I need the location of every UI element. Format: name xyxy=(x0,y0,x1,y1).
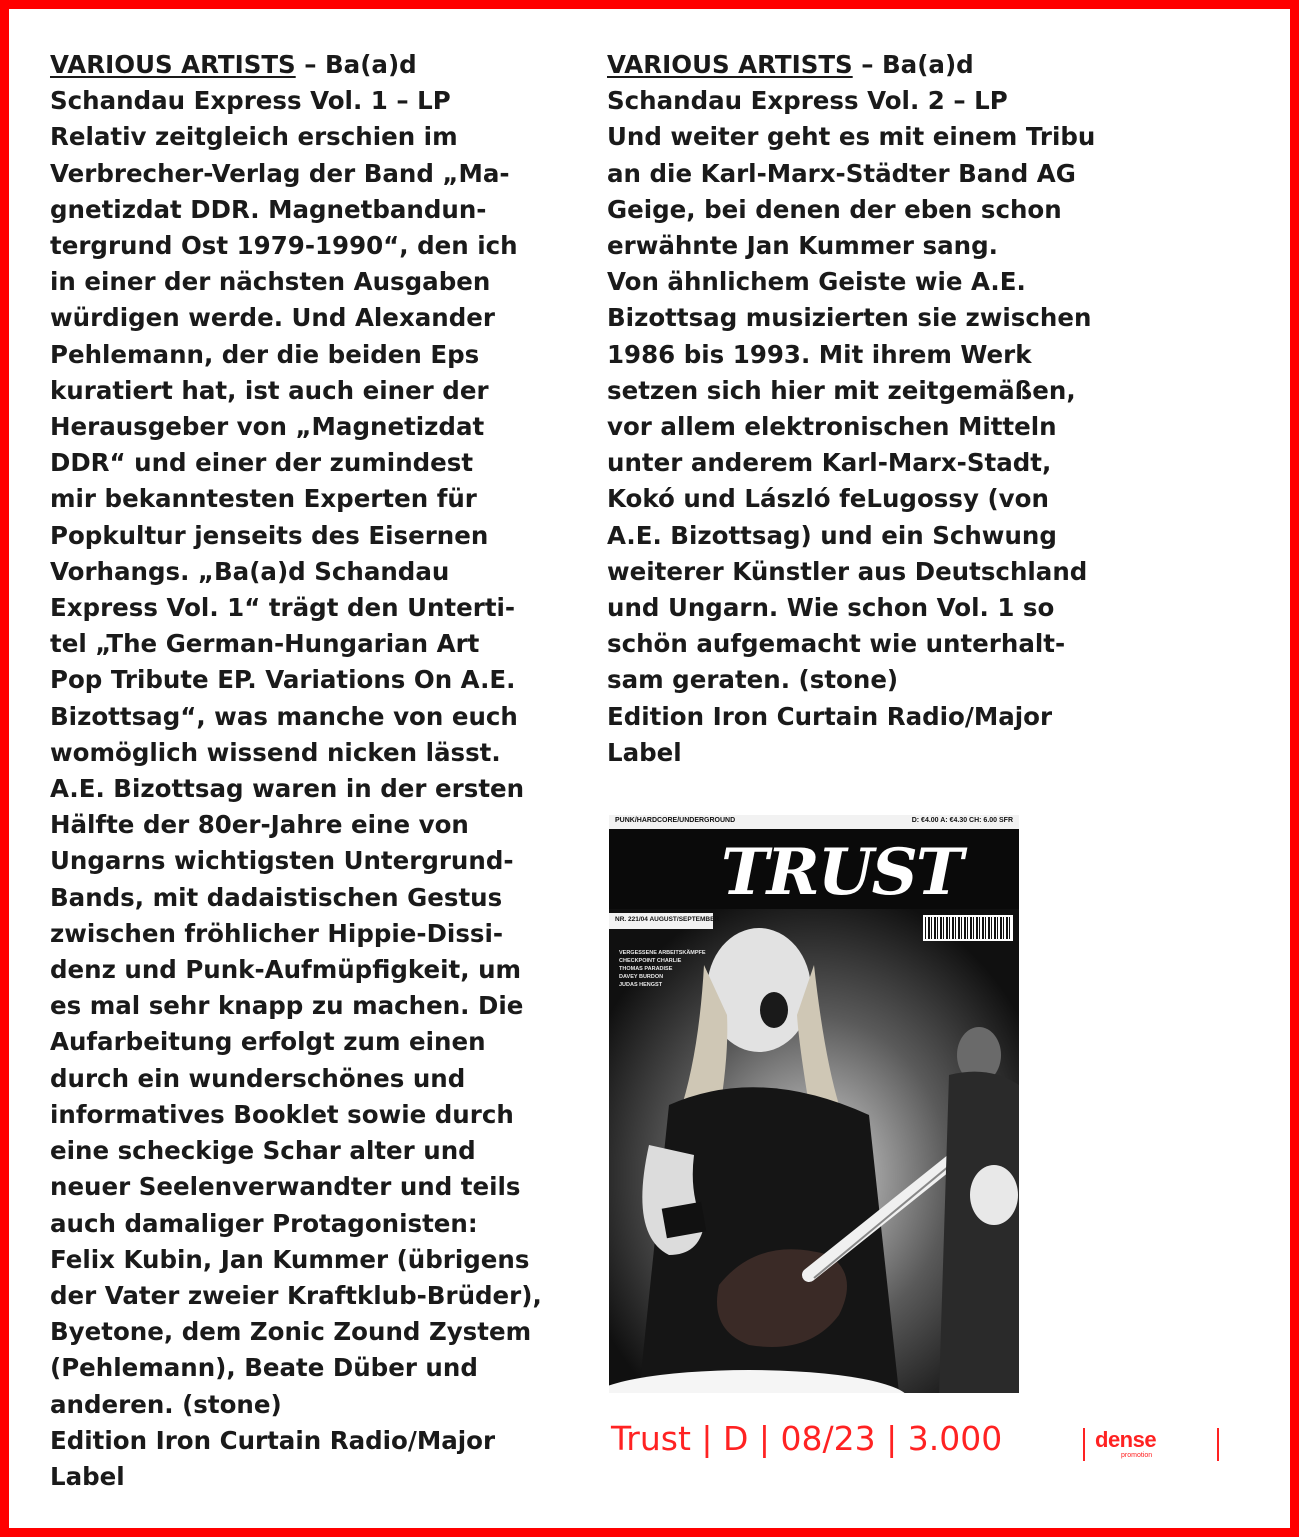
review-right-line: schön aufgemacht wie unterhalt- xyxy=(607,629,1066,659)
review-left-line: Bands, mit dadaistischen Gestus xyxy=(50,882,503,912)
review-left-line: Popkultur jenseits des Eisernen xyxy=(50,520,489,550)
review-left-line: eine scheckige Schar alter und xyxy=(50,1136,476,1166)
review-right-line: Label xyxy=(607,737,682,767)
review-left-line: Felix Kubin, Jan Kummer (übrigens xyxy=(50,1244,530,1274)
review-left-line: der Vater zweier Kraftklub-Brüder), xyxy=(50,1280,542,1310)
review-left-line: Verbrecher-Verlag der Band „Ma- xyxy=(50,158,510,188)
review-right-line: Und weiter geht es mit einem Tribu xyxy=(607,122,1096,152)
review-left-line: DDR“ und einer der zumindest xyxy=(50,448,474,478)
review-right-line: 1986 bis 1993. Mit ihrem Werk xyxy=(607,339,1032,369)
cover-contents-item: THOMAS PARADISE xyxy=(619,966,673,972)
cover-logo: TRUST xyxy=(721,835,962,910)
review-left-title: – Ba(a)d xyxy=(295,50,417,79)
cover-contents-list xyxy=(619,949,706,989)
review-right-line: Schandau Express Vol. 2 – LP xyxy=(607,86,1008,116)
review-left-artist: VARIOUS ARTISTS xyxy=(50,50,296,79)
review-right-line: erwähnte Jan Kummer sang. xyxy=(607,231,998,261)
cover-price: D: €4.00 A: €4.30 CH: 6.00 SFR xyxy=(911,817,1013,824)
review-right xyxy=(607,47,1127,771)
review-left-line: durch ein wunderschönes und xyxy=(50,1063,466,1093)
barcode-icon xyxy=(923,915,1013,941)
cover-contents-item: DAVEY BURDON xyxy=(619,974,664,980)
review-left-line: Bizottsag“, was manche von euch xyxy=(50,701,518,731)
review-left-line: Aufarbeitung erfolgt zum einen xyxy=(50,1027,486,1057)
cover-genre: PUNK/HARDCORE/UNDERGROUND xyxy=(615,817,736,824)
review-left-line: würdigen werde. Und Alexander xyxy=(50,303,495,333)
review-left-line: Ungarns wichtigsten Untergrund- xyxy=(50,846,514,876)
review-right-line: und Ungarn. Wie schon Vol. 1 so xyxy=(607,593,1055,623)
review-left-body xyxy=(50,83,570,1495)
cover-contents-item: CHECKPOINT CHARLIE xyxy=(619,958,682,964)
review-left-line: Edition Iron Curtain Radio/Major xyxy=(50,1425,496,1455)
review-right-line: Geige, bei denen der eben schon xyxy=(607,194,1062,224)
review-right-line: sam geraten. (stone) xyxy=(607,665,899,695)
review-left-line: A.E. Bizottsag waren in der ersten xyxy=(50,774,525,804)
review-left-line: Hälfte der 80er-Jahre eine von xyxy=(50,810,469,840)
source-credit: Trust | D | 08/23 | 3.000 xyxy=(611,1419,1003,1458)
cover-contents-item: JUDAS HENGST xyxy=(619,982,663,988)
review-left-line: womöglich wissend nicken lässt. xyxy=(50,737,501,767)
review-left-line: es mal sehr knapp zu machen. Die xyxy=(50,991,524,1021)
review-right-line: vor allem elektronischen Mitteln xyxy=(607,412,1057,442)
review-right-heading xyxy=(607,47,1127,83)
review-left-line: Vorhangs. „Ba(a)d Schandau xyxy=(50,556,450,586)
review-left-line: mir bekanntesten Experten für xyxy=(50,484,477,514)
brand-divider-left xyxy=(1083,1428,1085,1461)
review-left-line: Pop Tribute EP. Variations On A.E. xyxy=(50,665,516,695)
brand-tagline: promotion xyxy=(1121,1452,1153,1459)
cover-issue-bar xyxy=(609,913,720,929)
cover-logo-band xyxy=(609,829,1019,909)
review-left-line: in einer der nächsten Ausgaben xyxy=(50,267,491,297)
review-left-line: neuer Seelenverwandter und teils xyxy=(50,1172,521,1202)
review-right-line: weiterer Künstler aus Deutschland xyxy=(607,556,1088,586)
review-right-line: Edition Iron Curtain Radio/Major xyxy=(607,701,1053,731)
review-left-heading xyxy=(50,47,570,83)
review-left-line: tergrund Ost 1979-1990“, den ich xyxy=(50,231,518,261)
brand-name: dense xyxy=(1095,1427,1157,1452)
review-right-line: A.E. Bizottsag) und ein Schwung xyxy=(607,520,1057,550)
magazine-cover-image xyxy=(609,815,1019,1393)
review-right-line: Von ähnlichem Geiste wie A.E. xyxy=(607,267,1026,297)
review-left-line: zwischen fröhlicher Hippie-Dissi- xyxy=(50,918,504,948)
review-left-line: Schandau Express Vol. 1 – LP xyxy=(50,86,451,116)
review-left-line: Label xyxy=(50,1461,125,1491)
review-right-line: an die Karl-Marx-Städter Band AG xyxy=(607,158,1076,188)
review-right-line: unter anderem Karl-Marx-Stadt, xyxy=(607,448,1052,478)
review-left-line: informatives Booklet sowie durch xyxy=(50,1099,514,1129)
review-left-line: Relativ zeitgleich erschien im xyxy=(50,122,458,152)
review-left-line: denz und Punk-Aufmüpfigkeit, um xyxy=(50,955,522,985)
brand-divider-right xyxy=(1217,1428,1219,1461)
review-left xyxy=(50,47,570,1495)
review-left-line: Byetone, dem Zonic Zound Zystem xyxy=(50,1317,532,1347)
review-right-line: Kokó und László feLugossy (von xyxy=(607,484,1049,514)
review-left-line: Express Vol. 1“ trägt den Unterti- xyxy=(50,593,516,623)
review-right-title: – Ba(a)d xyxy=(852,50,974,79)
review-left-line: kuratiert hat, ist auch einer der xyxy=(50,375,489,405)
review-left-line: Pehlemann, der die beiden Eps xyxy=(50,339,480,369)
review-right-artist: VARIOUS ARTISTS xyxy=(607,50,853,79)
review-left-line: tel „The German-Hungarian Art xyxy=(50,629,480,659)
cover-top-strip xyxy=(609,815,1019,829)
review-left-line: Herausgeber von „Magnetizdat xyxy=(50,412,485,442)
cover-contents-item: VERGESSENE ARBEITSKÄMPFE xyxy=(619,950,706,956)
review-left-line: (Pehlemann), Beate Düber und xyxy=(50,1353,478,1383)
review-right-line: setzen sich hier mit zeitgemäßen, xyxy=(607,375,1076,405)
review-left-line: anderen. (stone) xyxy=(50,1389,282,1419)
review-left-line: gnetizdat DDR. Magnetbandun- xyxy=(50,194,487,224)
review-left-line: auch damaliger Protagonisten: xyxy=(50,1208,478,1238)
review-right-line: Bizottsag musizierten sie zwischen xyxy=(607,303,1092,333)
review-right-body xyxy=(607,83,1127,771)
cover-issue: NR. 221/04 AUGUST/SEPTEMBER xyxy=(615,916,720,923)
